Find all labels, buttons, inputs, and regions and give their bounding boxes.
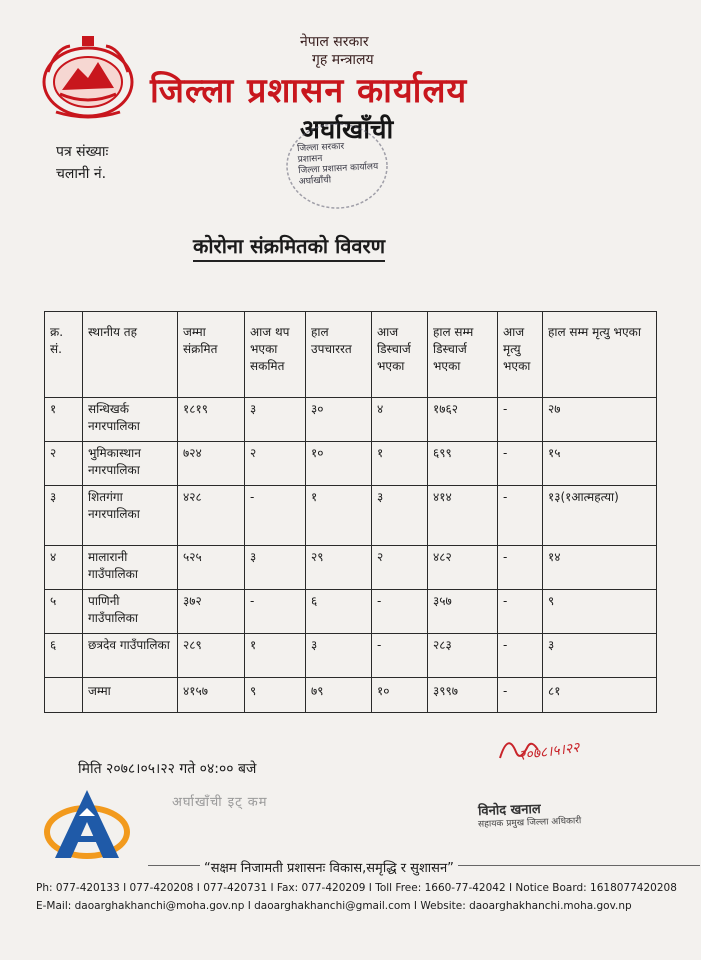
cell: ३	[45, 486, 83, 546]
cell: ६	[45, 634, 83, 678]
watermark-text: अर्घाखाँची इट् कम	[172, 795, 268, 810]
cell: २७	[543, 398, 657, 442]
cell: -	[498, 398, 543, 442]
stamp-line: प्रशासन	[297, 153, 323, 166]
cell: भुमिकास्थान नगरपालिका	[83, 442, 178, 486]
table-row	[45, 442, 657, 486]
nepal-government-emblem-icon	[38, 30, 138, 120]
cell: १०	[306, 442, 372, 486]
contact-phones: Ph: 077-420133 I 077-420208 I 077-420731 I Fax: 077-420209 I Toll Free: 1660-77-42042 I Notice Board: 1618077420208	[36, 882, 677, 894]
header-deaths-today: आज मृत्यु भएका	[498, 312, 543, 398]
cell: २८३	[428, 634, 498, 678]
cell: १३(१आत्महत्या)	[543, 486, 657, 546]
cell: २	[372, 546, 428, 590]
cell: ४१४	[428, 486, 498, 546]
signature-date: २०७८।५।२२	[517, 739, 581, 765]
stamp-line: जिल्ला सरकार	[296, 141, 345, 155]
table-row	[45, 546, 657, 590]
cell: ३	[245, 546, 306, 590]
header-serial: क्र. सं.	[45, 312, 83, 398]
cell: १४	[543, 546, 657, 590]
office-name: जिल्ला प्रशासन कार्यालय	[150, 71, 468, 111]
table-row	[45, 634, 657, 678]
cell: ३९९७	[428, 678, 498, 713]
government-name: नेपाल सरकार	[300, 34, 369, 50]
header-total-infected: जम्मा संक्रमित	[178, 312, 245, 398]
cell: ९	[543, 590, 657, 634]
cell: छत्रदेव गाउँपालिका	[83, 634, 178, 678]
cell: -	[372, 634, 428, 678]
cell: १५	[543, 442, 657, 486]
cell: -	[498, 590, 543, 634]
table-row	[45, 590, 657, 634]
cell: -	[498, 678, 543, 713]
cell: ५२५	[178, 546, 245, 590]
cell: ३५७	[428, 590, 498, 634]
cell: ७२४	[178, 442, 245, 486]
cell: ३	[372, 486, 428, 546]
stamp-text	[297, 140, 379, 188]
letter-number-label: पत्र संख्याः	[56, 144, 109, 160]
covid-cases-table	[44, 311, 657, 713]
header-under-treatment: हाल उपचाररत	[306, 312, 372, 398]
cell: शितगंगा नगरपालिका	[83, 486, 178, 546]
cell: ३	[245, 398, 306, 442]
date-line: मिति २०७८।०५।२२ गते ०४:०० बजे	[78, 761, 257, 777]
cell: १०	[372, 678, 428, 713]
dispatch-number-label: चलानी नं.	[56, 166, 107, 182]
header-new-today: आज थप भएका सकमित	[245, 312, 306, 398]
ministry-name: गृह मन्त्रालय	[312, 52, 374, 68]
cell: ४	[372, 398, 428, 442]
cell: सन्धिखर्क नगरपालिका	[83, 398, 178, 442]
cell: २९	[306, 546, 372, 590]
cell: ५	[45, 590, 83, 634]
cell: ३०	[306, 398, 372, 442]
header-local-level: स्थानीय तह	[83, 312, 178, 398]
cell: मालारानी गाउँपालिका	[83, 546, 178, 590]
cell: -	[372, 590, 428, 634]
header-discharged-total: हाल सम्म डिस्चार्ज भएका	[428, 312, 498, 398]
cell: ३	[306, 634, 372, 678]
cell: ६	[306, 590, 372, 634]
cell: पाणिनी गाउँपालिका	[83, 590, 178, 634]
stamp-line: जिल्ला प्रशासन कार्यालय	[298, 161, 379, 177]
cell: १७६२	[428, 398, 498, 442]
cell: -	[498, 486, 543, 546]
cell: १	[245, 634, 306, 678]
cell: -	[245, 590, 306, 634]
signatory-title: सहायक प्रमुख जिल्ला अधिकारी	[477, 816, 582, 830]
cell: ८१	[543, 678, 657, 713]
stamp-line: अर्घाखाँची	[298, 175, 332, 188]
cell: १८१९	[178, 398, 245, 442]
contact-email-website: E-Mail: daoarghakhanchi@moha.gov.np I daoarghakhanchi@gmail.com I Website: daoarghakhanchi.moha.gov.np	[36, 900, 632, 912]
cell: १	[45, 398, 83, 442]
district-name: अर्घाखाँची	[300, 115, 394, 145]
cell: ४१५७	[178, 678, 245, 713]
cell: -	[498, 634, 543, 678]
cell: ४	[45, 546, 83, 590]
motto: “सक्षम निजामती प्रशासनः विकास,समृद्धि र सुशासन”	[200, 858, 458, 876]
cell: २८९	[178, 634, 245, 678]
cell: जम्मा	[83, 678, 178, 713]
district-logo-icon	[43, 786, 131, 864]
cell: ३	[543, 634, 657, 678]
cell: ९	[245, 678, 306, 713]
header-discharged-today: आज डिस्चार्ज भएका	[372, 312, 428, 398]
cell: १	[306, 486, 372, 546]
cell: -	[498, 546, 543, 590]
table-row	[45, 486, 657, 546]
cell: ४२८	[178, 486, 245, 546]
table-total-row	[45, 678, 657, 713]
table-row	[45, 398, 657, 442]
cell: ६९९	[428, 442, 498, 486]
signatory-name: विनोद खनाल	[477, 801, 541, 820]
header-deaths-total: हाल सम्म मृत्यु भएका	[543, 312, 657, 398]
cell: -	[245, 486, 306, 546]
cell: ७९	[306, 678, 372, 713]
cell: ४८२	[428, 546, 498, 590]
cell: १	[372, 442, 428, 486]
cell: २	[45, 442, 83, 486]
cell	[45, 678, 83, 713]
document-title: कोरोना संक्रमितको विवरण	[193, 232, 385, 262]
cell: ३७२	[178, 590, 245, 634]
cell: २	[245, 442, 306, 486]
cell: -	[498, 442, 543, 486]
table-header-row	[45, 312, 657, 398]
